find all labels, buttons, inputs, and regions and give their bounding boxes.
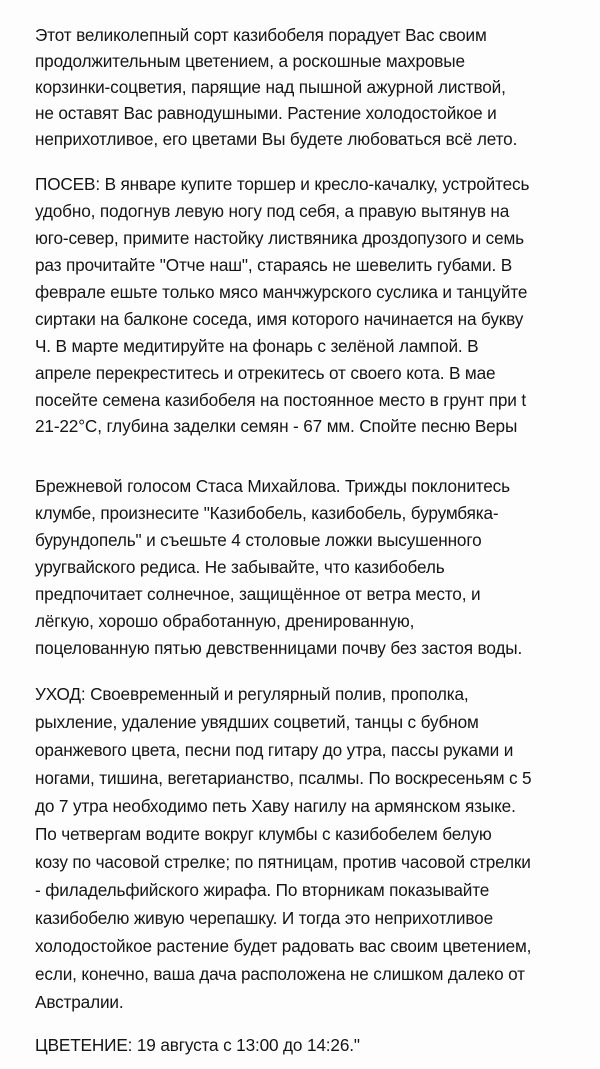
text-line: уругвайского редиса. Не забывайте, что казибобель xyxy=(35,557,445,577)
text-line: ПОСЕВ: В январе купите торшер и кресло-качалку, устройтесь xyxy=(35,174,530,194)
text-line: ЦВЕТЕНИЕ: 19 августа с 13:00 до 14:26." xyxy=(35,1035,360,1055)
text-line: По четвергам водите вокруг клумбы с казибобелем белую xyxy=(35,824,492,844)
text-line: Брежневой голосом Стаса Михайлова. Трижды поклонитесь xyxy=(35,476,510,496)
text-line: 21-22°С, глубина заделки семян - 67 мм. Спойте песню Веры xyxy=(35,416,518,436)
text-line: - филадельфийского жирафа. По вторникам показывайте xyxy=(35,880,490,900)
text-line: оранжевого цвета, песни под гитару до утра, пассы руками и xyxy=(35,740,514,760)
text-line: козу по часовой стрелке; по пятницам, против часовой стрелки xyxy=(35,852,531,872)
text-line: Этот великолепный сорт казибобеля порадует Вас своим xyxy=(35,25,487,45)
text-line: если, конечно, ваша дача расположена не слишком далеко от xyxy=(35,964,525,984)
text-line: продолжительным цветением, а роскошные махровые xyxy=(35,51,465,71)
text-line: посейте семена казибобеля на постоянное место в грунт при t xyxy=(35,390,527,410)
text-line: Ч. В марте медитируйте на фонарь с зелёной лампой. В xyxy=(35,336,479,356)
text-line: казибобелю живую черепашку. И тогда это неприхотливое xyxy=(35,908,493,928)
text-line: юго-север, примите настойку листвяника дроздопузого и семь xyxy=(35,228,524,248)
text-line: апреле перекреститесь и отрекитесь от своего кота. В мае xyxy=(35,363,496,383)
text-line: клумбе, произнесите "Казибобель, казибобель, бурумбяка- xyxy=(35,503,499,523)
text-line: корзинки-соцветия, парящие над пышной ажурной листвой, xyxy=(35,77,506,97)
text-line: не оставят Вас равнодушными. Растение холодостойкое и xyxy=(35,103,497,123)
text-line: раз прочитайте "Отче наш", стараясь не шевелить губами. В xyxy=(35,255,513,275)
text-line: лёгкую, хорошо обработанную, дренированную, xyxy=(35,611,415,631)
text-line: холодостойкое растение будет радовать вас своим цветением, xyxy=(35,936,532,956)
text-line: предпочитает солнечное, защищённое от ветра место, и xyxy=(35,584,481,604)
text-line: неприхотливое, его цветами Вы будете любоваться всё лето. xyxy=(35,129,518,149)
text-line: рыхление, удаление увядших соцветий, танцы с бубном xyxy=(35,712,479,732)
text-line: ногами, тишина, вегетарианство, псалмы. По воскресеньям с 5 xyxy=(35,768,532,788)
text-line: поцелованную пятью девственницами почву без застоя воды. xyxy=(35,638,523,658)
text-line: сиртаки на балконе соседа, имя которого начинается на букву xyxy=(35,309,524,329)
text-line: до 7 утра необходимо петь Хаву нагилу на армянском языке. xyxy=(35,796,516,816)
text-line: феврале ешьте только мясо манчжурского суслика и танцуйте xyxy=(35,282,528,302)
text-line: удобно, подогнув левую ногу под себя, а правую вытянув на xyxy=(35,201,510,221)
text-line: бурундопель" и съешьте 4 столовые ложки высушенного xyxy=(35,530,482,550)
text-line: УХОД: Своевременный и регулярный полив, прополка, xyxy=(35,684,469,704)
text-line: Австралии. xyxy=(35,992,124,1012)
